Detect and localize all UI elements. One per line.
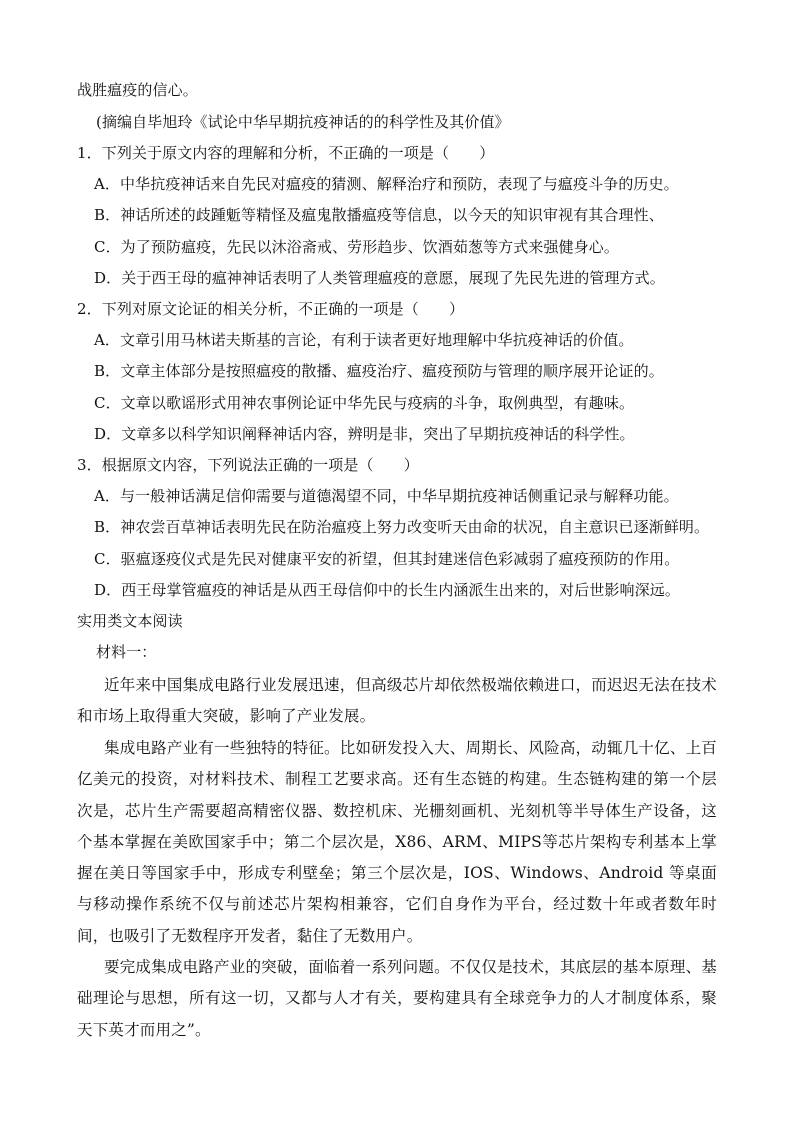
question-3-stem: 3．根据原文内容，下列说法正确的一项是（ ） — [77, 456, 419, 474]
question-2-option-c: C．文章以歌谣形式用神农事例论证中华先民与疫病的斗争，取例典型，有趣味。 — [94, 394, 635, 412]
question-1-option-d: D．关于西王母的瘟神神话表明了人类管理瘟疫的意愿，展现了先民先进的管理方式。 — [94, 269, 665, 287]
question-1-option-c: C．为了预防瘟疫，先民以沐浴斋戒、劳形趋步、饮酒茹葱等方式来强健身心。 — [94, 238, 619, 256]
question-3-option-a: A．与一般神话满足信仰需要与道德渴望不同，中华早期抗疫神话侧重记录与解释功能。 — [94, 487, 679, 505]
paragraph-3: 要完成集成电路产业的突破，面临着一系列问题。不仅仅是技术，其底层的基本原理、基础理论与思想，所有这一切，又都与人才有关，要构建具有全球竞争力的人才制度体系，聚天下英才而用之”。 — [77, 958, 717, 1039]
question-2-option-b: B．文章主体部分是按照瘟疫的散播、瘟疫治疗、瘟疫预防与管理的顺序展开论证的。 — [94, 362, 664, 380]
question-2-option-a: A．文章引用马林诺夫斯基的言论，有利于读者更好地理解中华抗疫神话的价值。 — [94, 331, 634, 349]
question-2-option-d: D．文章多以科学知识阐释神话内容，辨明是非，突出了早期抗疫神话的科学性。 — [94, 425, 635, 443]
question-3-option-b: B．神农尝百草神话表明先民在防治瘟疫上努力改变听天由命的状况，自主意识已逐渐鲜明。 — [94, 518, 710, 536]
question-3-option-d: D．西王母掌管瘟疫的神话是从西王母信仰中的长生内涵派生出来的，对后世影响深远。 — [94, 581, 680, 599]
question-3-option-c: C．驱瘟逐疫仪式是先民对健康平安的祈望，但其封建迷信色彩减弱了瘟疫预防的作用。 — [94, 550, 680, 568]
question-1-option-a: A．中华抗疫神话来自先民对瘟疫的猜测、解释治疗和预防，表现了与瘟疫斗争的历史。 — [94, 175, 679, 193]
question-2-stem: 2．下列对原文论证的相关分析，不正确的一项是（ ） — [77, 300, 465, 318]
paragraph-1: 近年来中国集成电路行业发展迅速，但高级芯片却依然极端依赖进口，而迟迟无法在技术和市场上取得重大突破，影响了产业发展。 — [77, 676, 717, 726]
question-1-option-b: B．神话所述的歧踵鬿等精怪及瘟鬼散播瘟疫等信息，以今天的知识审视有其合理性、 — [94, 206, 664, 224]
continuation-text: 战胜瘟疫的信心。 — [77, 81, 198, 99]
question-1-stem: 1．下列关于原文内容的理解和分析，不正确的一项是（ ） — [77, 144, 495, 162]
section-heading: 实用类文本阅读 — [77, 612, 183, 630]
source-note: (摘编自毕旭玲《试论中华早期抗疫神话的的科学性及其价值》 — [96, 113, 510, 131]
paragraph-2: 集成电路产业有一些独特的特征。比如研发投入大、周期长、风险高，动辄几十亿、上百亿美元的投资，对材料技术、制程工艺要求高。还有生态链的构建。生态链构建的第一个层次是，芯片生产需要超高精密仪器、数控机床、光栅刻画机、光刻机等半导体生产设备，这个基本掌握在美欧国家手中；第二个层次是，X86、ARM、MIPS等芯片架构专利基本上掌握在美日等国家手中，形成专利壁垒；第三个层次是，IOS、Windows、Android 等桌面与移动操作系统不仅与前述芯片架构相兼容，它们自身作为平台，经过数十年或者数年时间，也吸引了无数程序开发者，黏住了无数用户。 — [77, 739, 717, 945]
material-label: 材料一： — [96, 643, 157, 661]
